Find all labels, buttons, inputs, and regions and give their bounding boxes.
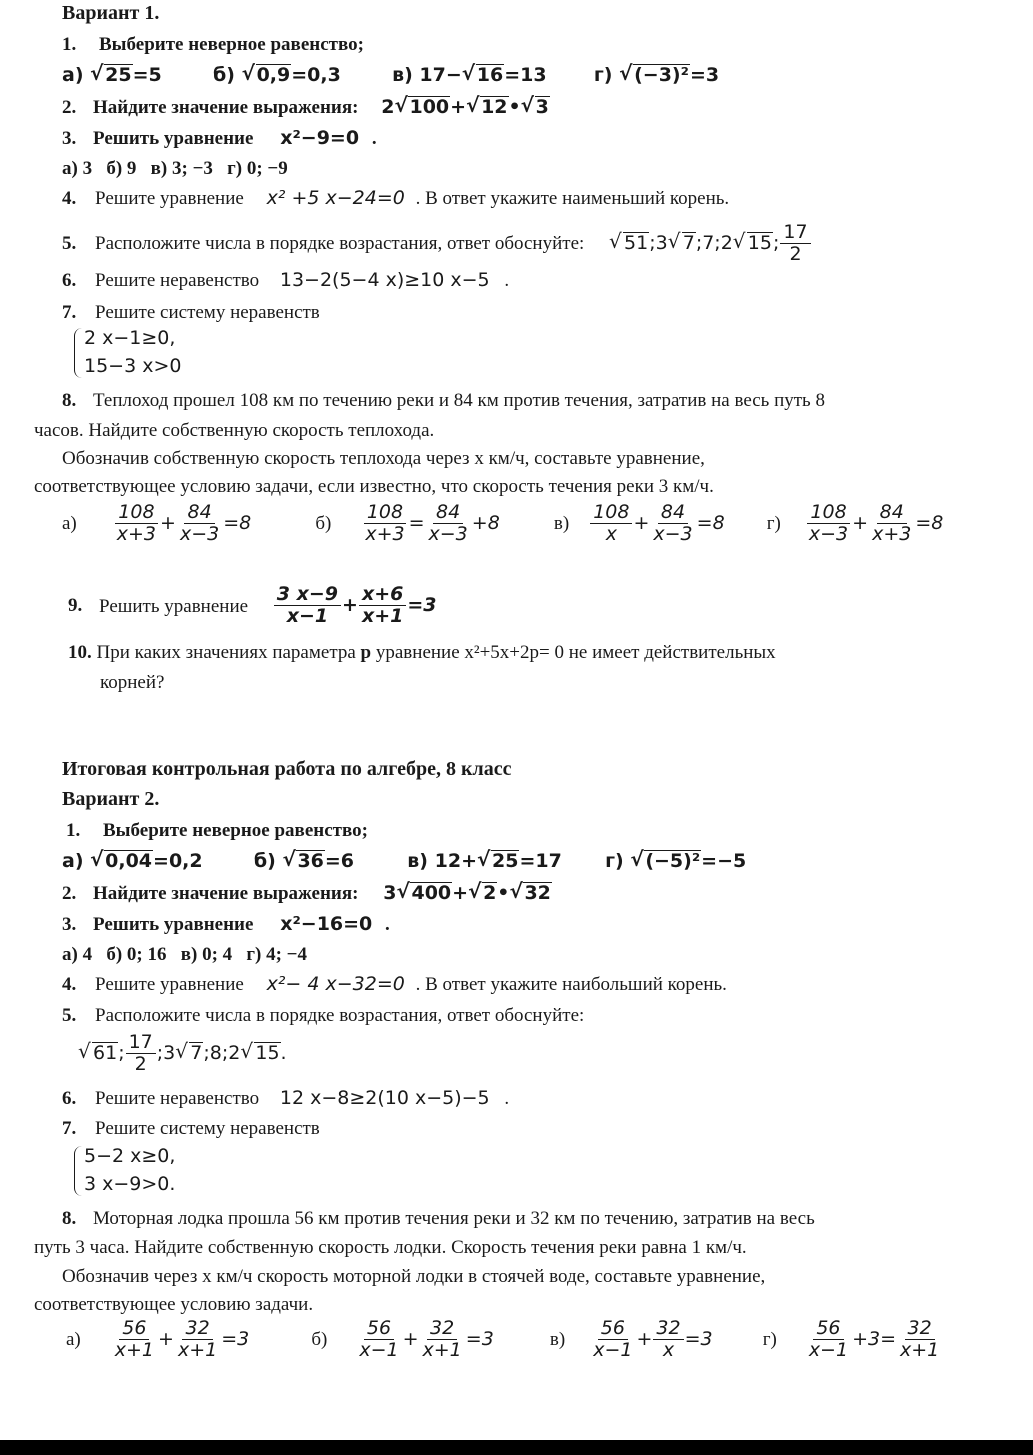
v2-q1: 1. Выберите неверное равенство;: [66, 820, 368, 841]
v1-q4: 4. Решите уравнение x² +5 x−24=0 . В ответ укажите наименьший корень.: [62, 187, 730, 209]
v1-q8-opt-a: а) $\frac{108}{x+3}$ + $\frac{84}{x-3}$ =8: [62, 501, 252, 545]
v1-q1-opt-c: в) 17−√ 16=13: [392, 64, 547, 86]
v2-q2-expr: 3√ 400+√ 2•√ 32: [383, 882, 552, 904]
v1-q3-expr: x²−9=0: [280, 127, 360, 149]
v1-q8: 8. Теплоход прошел 108 км по течению реки и 84 км против течения, затратив на весь путь 8: [62, 390, 825, 411]
v2-q7-line2: 3 x−9>0.: [84, 1173, 176, 1195]
v1-q10-text3: корней?: [100, 672, 165, 693]
v2-q3-expr: x²−16=0: [280, 913, 373, 935]
v2-q8-opt-d: г) $\frac{56}{x-1}$ +3= $\frac{32}{x+1}$: [762, 1317, 940, 1361]
v1-q8-opt-c: в) $\frac{108}{x}$ + $\frac{84}{x-3}$ =8: [553, 501, 725, 545]
v1-q7: 7. Решите систему неравенств: [62, 302, 320, 323]
v2-q8-opt-a: а) $\frac{56}{x+1}$ + $\frac{32}{x+1}$ =3: [66, 1317, 250, 1361]
v1-q1-num: 1.: [62, 34, 77, 55]
v2-q6: 6. Решите неравенство 12 x−8≥2(10 x−5)−5 .: [62, 1087, 510, 1109]
v2-q8-opt-b: б) $\frac{56}{x-1}$ + $\frac{32}{x+1}$ =3: [311, 1317, 494, 1361]
v1-q1-options: [62, 64, 719, 87]
exam-title: Итоговая контрольная работа по алгебре, 8 класс: [62, 758, 512, 780]
variant1-title: Вариант 1.: [62, 2, 160, 24]
v2-q8-text3: Обозначив через x км/ч скорость моторной лодки в стоячей воде, составьте уравнение,: [62, 1266, 766, 1287]
v2-q2: 2. Найдите значение выражения: 3√ 400+√ 2•√ 32: [62, 882, 552, 905]
v2-q5-numbers: √ 61; $\frac{17}{2}$ ;3√ 7;8;2√ 15.: [78, 1032, 287, 1075]
v1-q8-text2: часов. Найдите собственную скорость теплохода.: [34, 420, 435, 441]
v1-q1-text: Выберите неверное равенство;: [99, 34, 364, 55]
v1-q3: 3. Решить уравнение x²−9=0 .: [62, 127, 377, 149]
v1-q9: 9. Решить уравнение $\frac{3 x-9}{x-1}$ + $\frac{x+6}{x+1}$ =3: [68, 583, 437, 627]
v2-q1-options: [62, 850, 746, 873]
variant2-title: Вариант 2.: [62, 788, 160, 810]
v1-q7-line1: 2 x−1≥0,: [84, 327, 176, 349]
v1-q2-expr: 2√ 100+√ 12•√ 3: [381, 96, 550, 118]
v2-q5: 5. Расположите числа в порядке возрастания, ответ обоснуйте:: [62, 1005, 585, 1026]
v1-q9-expr: $\frac{3 x-9}{x-1}$ + $\frac{x+6}{x+1}$ =3: [273, 594, 437, 616]
v1-q8-options: [62, 502, 943, 545]
v2-q8-text2: путь 3 часа. Найдите собственную скорость лодки. Скорость течения реки равна 1 км/ч.: [34, 1237, 747, 1258]
v2-q1-opt-a: а) √ 0,04=0,2: [62, 850, 203, 872]
v2-q4: 4. Решите уравнение x²− 4 x−32=0 . В ответ укажите наибольший корень.: [62, 973, 727, 995]
v2-q4-expr: x²− 4 x−32=0: [266, 973, 405, 995]
v2-q8: 8. Моторная лодка прошла 56 км против течения реки и 32 км по течению, затратив на весь: [62, 1208, 815, 1229]
v1-q7-line2: 15−3 x>0: [84, 355, 182, 377]
v2-q1-opt-b: б) √ 36=6: [254, 850, 354, 872]
v2-q8-options: [66, 1318, 943, 1361]
v1-q8-text4: соответствующее условию задачи, если известно, что скорость течения реки 3 км/ч.: [34, 476, 714, 497]
v2-q7: 7. Решите систему неравенств: [62, 1118, 320, 1139]
v2-q7-line1: 5−2 x≥0,: [84, 1145, 176, 1167]
v1-q10: 10. При каких значениях параметра p уравнение x²+5x+2p= 0 не имеет действительных: [68, 642, 776, 663]
v1-q6-expr: 13−2(5−4 x)≥10 x−5: [279, 269, 490, 291]
bottom-edge-bar: [0, 1440, 1033, 1455]
v1-q8-opt-b: б) $\frac{108}{x+3}$ = $\frac{84}{x-3}$ +8: [315, 501, 500, 545]
v1-q3-answers: а) 3 б) 9 в) 3; −3 г) 0; −9: [62, 158, 288, 179]
v2-q1-opt-d: г) √ (−5)²=−5: [605, 850, 746, 872]
v2-q3: 3. Решить уравнение x²−16=0 .: [62, 913, 390, 935]
v1-q8-opt-d: г) $\frac{108}{x-3}$ + $\frac{84}{x+3}$ =8: [766, 501, 944, 545]
v2-q1-opt-c: в) 12+√ 25=17: [407, 850, 562, 872]
v1-q2-text: Найдите значение выражения:: [93, 97, 359, 118]
v1-q1-opt-a: а) √ 25=5: [62, 64, 162, 86]
v2-q8-opt-c: в) $\frac{56}{x-1}$ + $\frac{32}{x}$ =3: [549, 1317, 713, 1361]
v1-q5: 5. Расположите числа в порядке возрастания, ответ обоснуйте: √ 51;3√ 7;7;2√ 15; $\frac{17}{2}$: [62, 222, 812, 265]
v1-q2: 2. Найдите значение выражения: 2√ 100+√ 12•√ 3: [62, 96, 550, 119]
v1-q6: 6. Решите неравенство 13−2(5−4 x)≥10 x−5 .: [62, 269, 510, 291]
v1-q4-expr: x² +5 x−24=0: [266, 187, 405, 209]
v1-q8-text3: Обозначив собственную скорость теплохода через x км/ч, составьте уравнение,: [62, 448, 705, 469]
v2-q6-expr: 12 x−8≥2(10 x−5)−5: [279, 1087, 490, 1109]
v2-q3-answers: а) 4 б) 0; 16 в) 0; 4 г) 4; −4: [62, 944, 308, 965]
v1-q5-numbers: √ 51;3√ 7;7;2√ 15; $\frac{17}{2}$: [609, 232, 812, 254]
v1-q1-opt-d: г) √ (−3)²=3: [594, 64, 719, 86]
v1-q1-opt-b: б) √ 0,9=0,3: [213, 64, 341, 86]
v1-q1: [62, 34, 364, 56]
v2-q8-text4: соответствующее условию задачи.: [34, 1294, 314, 1315]
